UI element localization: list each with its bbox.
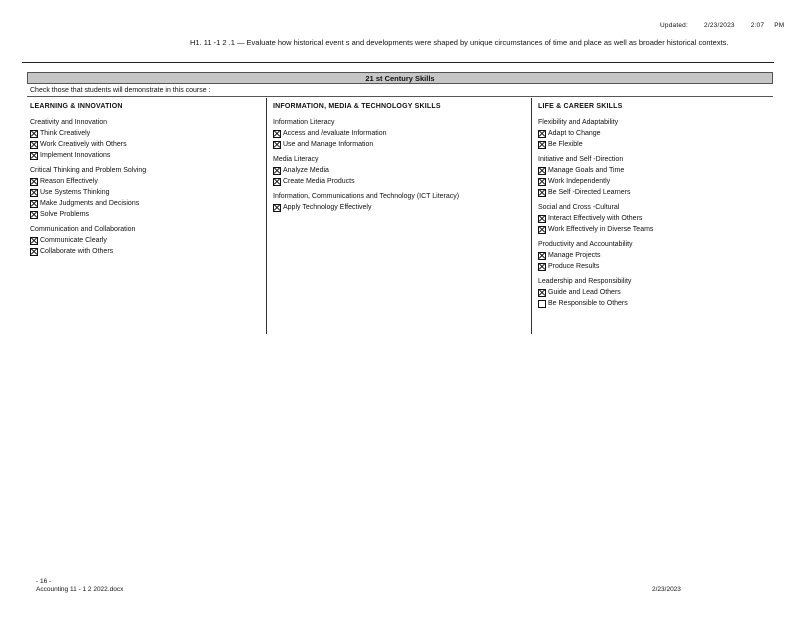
skill-item-label: Communicate Clearly [40,237,107,244]
checked-box-icon[interactable] [30,141,38,149]
checked-box-icon[interactable] [30,189,38,197]
checked-box-icon[interactable] [30,152,38,160]
column-information-media-technology [266,98,531,334]
skill-group-title: Information, Communications and Technology (ICT Literacy) [273,193,460,200]
skill-group-title: Flexibility and Adaptability [538,119,619,126]
skill-item-label: Guide and Lead Others [548,289,621,296]
skill-group [273,193,528,213]
skill-item-label: Solve Problems [40,211,90,218]
column-life-career [531,98,773,334]
skill-group [273,156,528,187]
skill-group-title: Critical Thinking and Problem Solving [30,167,147,174]
checked-box-icon[interactable] [538,215,546,223]
checked-box-icon[interactable] [30,178,38,186]
checked-box-icon[interactable] [30,211,38,219]
skill-item [538,176,770,187]
skill-item [30,128,263,139]
skill-item [273,165,528,176]
skill-item [273,139,528,150]
skill-item-label: Apply Technology Effectively [283,204,372,211]
header-divider [22,62,774,63]
skill-group [30,226,263,257]
skill-item [30,235,263,246]
skill-item-label: Be Responsible to Others [548,300,628,307]
skill-item [30,209,263,220]
checked-box-icon[interactable] [30,237,38,245]
skill-item [30,139,263,150]
checked-box-icon[interactable] [538,167,546,175]
checked-box-icon[interactable] [538,130,546,138]
skill-item-label: Produce Results [548,263,600,270]
skill-item-label: Be Flexible [548,141,583,148]
skill-item-label: Use Systems Thinking [40,189,110,196]
skill-item [273,202,528,213]
skill-item-label: Collaborate with Others [40,248,114,255]
column-learning-innovation [27,98,266,334]
instruction-text: Check those that students will demonstrate in this course : [27,85,773,97]
empty-checkbox-icon[interactable] [538,300,546,308]
skill-group-title: Productivity and Accountability [538,241,633,248]
skill-group [538,156,770,198]
checked-box-icon[interactable] [538,226,546,234]
standard-text: H1. 11 -1 2 .1 — Evaluate how historical event s and developments were shaped by unique circumstances of time and place as well as broader historical contexts. [190,38,729,47]
skills-table [27,98,773,334]
checked-box-icon[interactable] [538,252,546,260]
skill-item-label: Reason Effectively [40,178,98,185]
skill-item-label: Use and Manage Information [283,141,374,148]
skill-item-label: Manage Projects [548,252,601,259]
skill-item-label: Adapt to Change [548,130,601,137]
skill-item [30,150,263,161]
skill-group-title: Communication and Collaboration [30,226,136,233]
checked-box-icon[interactable] [30,130,38,138]
column-title: LEARNING & INNOVATION [30,103,123,110]
checked-box-icon[interactable] [273,178,281,186]
footer-filename: Accounting 11 - 1 2 2022.docx [36,586,124,593]
checked-box-icon[interactable] [538,141,546,149]
skill-group [538,241,770,272]
page-number: - 16 - [36,578,52,585]
skill-item [538,213,770,224]
checked-box-icon[interactable] [273,130,281,138]
skill-item [538,287,770,298]
updated-stamp [660,22,798,29]
skill-group-title: Information Literacy [273,119,335,126]
skill-item [30,198,263,209]
skill-group-title: Media Literacy [273,156,319,163]
skill-item [273,176,528,187]
skill-group-title: Leadership and Responsibility [538,278,632,285]
checked-box-icon[interactable] [538,263,546,271]
skill-group [273,119,528,150]
checked-box-icon[interactable] [30,248,38,256]
checked-box-icon[interactable] [273,204,281,212]
skill-item-label: Work Creatively with Others [40,141,127,148]
skill-group [30,119,263,161]
updated-label: Updated: [660,22,688,29]
skill-item-label: Implement Innovations [40,152,111,159]
skills-header: 21 st Century Skills [27,72,773,84]
column-title: INFORMATION, MEDIA & TECHNOLOGY SKILLS [273,103,441,110]
skill-item-label: Analyze Media [283,167,329,174]
skill-item-label: Interact Effectively with Others [548,215,643,222]
checked-box-icon[interactable] [30,200,38,208]
skill-item [538,250,770,261]
skill-item-label: Make Judgments and Decisions [40,200,140,207]
skill-item [538,224,770,235]
column-title: LIFE & CAREER SKILLS [538,103,623,110]
skill-item-label: Work Effectively in Diverse Teams [548,226,654,233]
skill-item [538,261,770,272]
skill-item-label: Manage Goals and Time [548,167,625,174]
skill-item-label: Work Independently [548,178,611,185]
footer-date: 2/23/2023 [652,586,681,593]
checked-box-icon[interactable] [538,189,546,197]
skill-item-label: Be Self -Directed Learners [548,189,631,196]
skill-group-title: Social and Cross -Cultural [538,204,620,211]
skill-item-label: Create Media Products [283,178,355,185]
skill-item [538,128,770,139]
skill-item-label: Access and /evaluate Information [283,130,387,137]
skill-group [538,119,770,150]
skill-item [538,298,770,309]
skill-group-title: Creativity and Innovation [30,119,108,126]
updated-date: 2/23/2023 [704,22,735,29]
checked-box-icon[interactable] [538,289,546,297]
skill-item [30,187,263,198]
checked-box-icon[interactable] [273,167,281,175]
skill-item [30,246,263,257]
skill-item [538,139,770,150]
checked-box-icon[interactable] [538,178,546,186]
skill-item [538,187,770,198]
skill-item-label: Think Creatively [40,130,91,137]
skill-group [538,204,770,235]
checked-box-icon[interactable] [273,141,281,149]
skill-item [30,176,263,187]
skill-group [538,278,770,309]
skill-item [273,128,528,139]
skill-group-title: Initiative and Self -Direction [538,156,624,163]
skill-item [538,165,770,176]
updated-ampm: PM [774,22,785,29]
footer-left [36,578,123,594]
updated-time: 2:07 [750,22,765,29]
skill-group [30,167,263,220]
